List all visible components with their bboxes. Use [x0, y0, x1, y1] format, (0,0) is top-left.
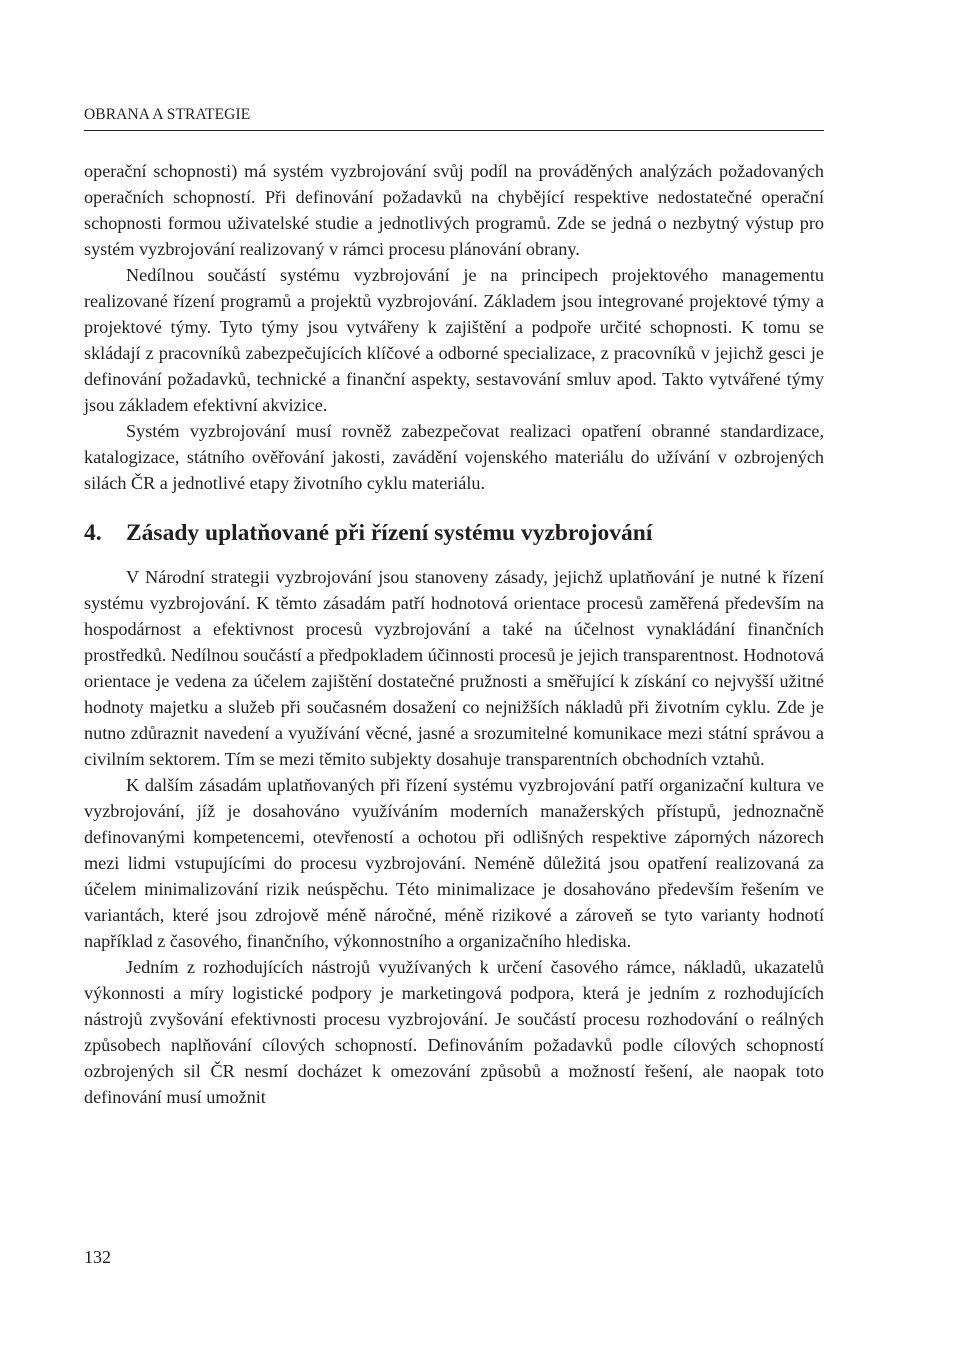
- paragraph: Systém vyzbrojování musí rovněž zabezpečovat realizaci opatření obranné standardizace, katalogizace, státního ověřování jakosti, zavádění vojenského materiálu do užívání v ozbrojených silách ČR a jednotlivé etapy životního cyklu materiálu.: [84, 421, 824, 493]
- paragraph: Jedním z rozhodujících nástrojů využívaných k určení časového rámce, nákladů, ukazatelů výkonnosti a míry logistické podpory je marketingová podpora, která je jedním z rozhodujících nástrojů zvyšování efektivnosti procesu vyzbrojování. Je součástí procesu rozhodování o reálných způsobech naplňování cílových schopností. Definováním požadavků podle cílových schopností ozbrojených sil ČR nesmí docházet k omezování způsobů a možností řešení, ale naopak toto definování musí umožnit: [84, 957, 824, 1107]
- paragraph: V Národní strategii vyzbrojování jsou stanoveny zásady, jejichž uplatňování je nutné k řízení systému vyzbrojování. K těmto zásadám patří hodnotová orientace procesů zaměřená především na hospodárnost a efektivnost procesů vyzbrojování a také na účelnost vynakládání finančních prostředků. Nedílnou součástí a předpokladem účinnosti procesů je jejich transparentnost. Hodnotová orientace je vedena za účelem zajištění dostatečné pružnosti a směřující k získání co nejvyšší užitné hodnoty majetku a služeb při současném dosažení co nejnižších nákladů při životním cyklu. Zde je nutno zdůraznit navedení a využívání věcné, jasné a srozumitelné komunikace mezi státní správou a civilním sektorem. Tím se mezi těmito subjekty dosahuje transparentních obchodních vztahů.: [84, 567, 824, 769]
- section-title: Zásady uplatňované při řízení systému vyzbrojování: [126, 520, 653, 546]
- paragraph: operační schopnosti) má systém vyzbrojování svůj podíl na prováděných analýzách požadovaných operačních schopností. Při definování požadavků na chybějící respektive nedostatečné operační schopnosti formou uživatelské studie a jednotlivých programů. Zde se jedná o nezbytný výstup pro systém vyzbrojování realizovaný v rámci procesu plánování obrany.: [84, 161, 824, 259]
- section-number: 4.: [84, 520, 102, 546]
- page-body: [84, 158, 824, 1110]
- header-rule: [84, 130, 824, 131]
- running-header: OBRANA A STRATEGIE: [84, 106, 251, 123]
- paragraph: K dalším zásadám uplatňovaných při řízení systému vyzbrojování patří organizační kultura ve vyzbrojování, jíž je dosahováno využíváním moderních manažerských přístupů, jednoznačně definovanými kompetencemi, otevřeností a ochotou při odlišných respektive záporných názorech mezi lidmi vstupujícími do procesu vyzbrojování. Neméně důležitá jsou opatření realizovaná za účelem minimalizování rizik neúspěchu. Této minimalizace je dosahováno především řešením ve variantách, které jsou zdrojově méně náročné, méně rizikové a zároveň se tyto varianty hodnotí například z časového, finančního, výkonnostního a organizačního hlediska.: [84, 775, 824, 951]
- paragraph: Nedílnou součástí systému vyzbrojování je na principech projektového managementu realizované řízení programů a projektů vyzbrojování. Základem jsou integrované projektové týmy a projektové týmy. Tyto týmy jsou vytvářeny k zajištění a podpoře určité schopnosti. K tomu se skládají z pracovníků zabezpečujících klíčové a odborné specializace, z pracovníků v jejichž gesci je definování požadavků, technické a finanční aspekty, sestavování smluv apod. Takto vytvářené týmy jsou základem efektivní akvizice.: [84, 265, 824, 415]
- section-heading: [84, 518, 824, 548]
- page-number: 132: [84, 1247, 111, 1267]
